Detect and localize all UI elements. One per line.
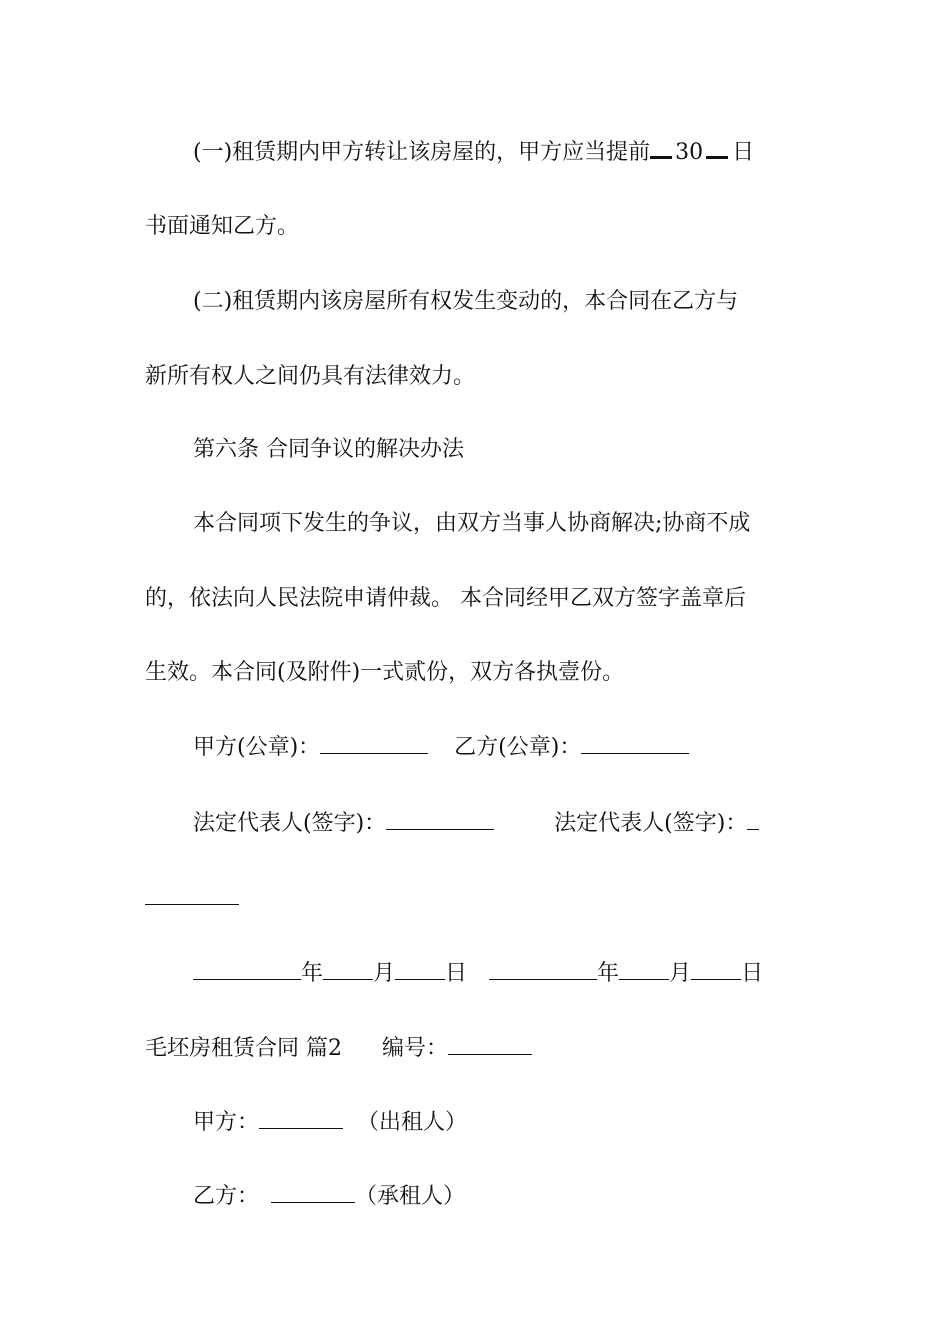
rep-b-label: 法定代表人(签字)： [554,811,748,836]
date-line [193,959,763,989]
party-b-seal-blank[interactable] [581,733,689,754]
article-6-heading [193,435,464,465]
dispute-line-1 [193,509,750,539]
party-a-seal-blank[interactable] [320,733,428,754]
party-a-name-blank[interactable] [259,1108,343,1129]
date-a-month-blank[interactable] [323,959,373,980]
contract-number-label: 编号： [382,1036,449,1061]
clause-2-line-2 [145,362,475,392]
dispute-text: 本合同项下发生的争议，由双方当事人协商解决;协商不成 [193,511,751,536]
date-a-year-blank[interactable] [193,959,301,980]
clause-2-text: (二)租赁期内该房屋所有权发生变动的，本合同在乙方与 [193,289,739,314]
representative-line [193,809,759,839]
clause-1-line-1 [193,138,754,168]
dispute-text-end: 生效。本合同(及附件)一式贰份，双方各执壹份。 [145,660,625,685]
notice-days: 30 [675,140,704,165]
party-b-name-blank[interactable] [271,1182,355,1203]
month-label: 月 [373,961,396,986]
year-label: 年 [597,961,620,986]
seal-line [193,733,689,763]
contract-2-title: 毛坯房租赁合同 篇2 [145,1036,342,1061]
clause-2-line-1 [193,287,738,317]
clause-2-text-cont: 新所有权人之间仍具有法律效力。 [145,364,476,389]
date-b-month-blank[interactable] [619,959,669,980]
dispute-line-2 [145,584,746,614]
date-b-day-blank[interactable] [691,959,741,980]
representative-line-cont [145,884,239,914]
rep-b-signature-blank-start[interactable] [747,809,759,830]
underline-blank [650,156,672,159]
days-unit: 日 [732,140,755,165]
party-a-line [193,1108,467,1138]
party-b-seal-label: 乙方(公章)： [454,735,582,760]
dispute-line-3 [145,658,624,688]
day-label: 日 [445,961,468,986]
rep-a-signature-blank[interactable] [386,809,494,830]
dispute-text-cont: 的，依法向人民法院申请仲裁。 本合同经甲乙双方签字盖章后 [145,586,746,611]
party-b-role: （承租人） [355,1184,466,1209]
party-b-label: 乙方： [193,1184,260,1209]
day-label: 日 [741,961,764,986]
date-b-year-blank[interactable] [489,959,597,980]
party-a-role: （出租人） [357,1110,468,1135]
clause-1-text: (一)租赁期内甲方转让该房屋的，甲方应当提前 [193,140,651,165]
date-a-day-blank[interactable] [395,959,445,980]
party-b-line [193,1182,465,1212]
rep-a-label: 法定代表人(签字)： [193,811,387,836]
month-label: 月 [669,961,692,986]
clause-1-text-cont: 书面通知乙方。 [145,214,300,239]
underline-blank [706,156,728,159]
clause-1-line-2 [145,212,299,242]
article-6-heading-text: 第六条 合同争议的解决办法 [193,437,464,462]
party-a-seal-label: 甲方(公章)： [193,735,321,760]
year-label: 年 [301,961,324,986]
contract-2-title-line [145,1034,532,1064]
contract-number-blank[interactable] [448,1034,532,1055]
party-a-label: 甲方： [193,1110,260,1135]
rep-b-signature-blank-cont[interactable] [145,884,239,905]
